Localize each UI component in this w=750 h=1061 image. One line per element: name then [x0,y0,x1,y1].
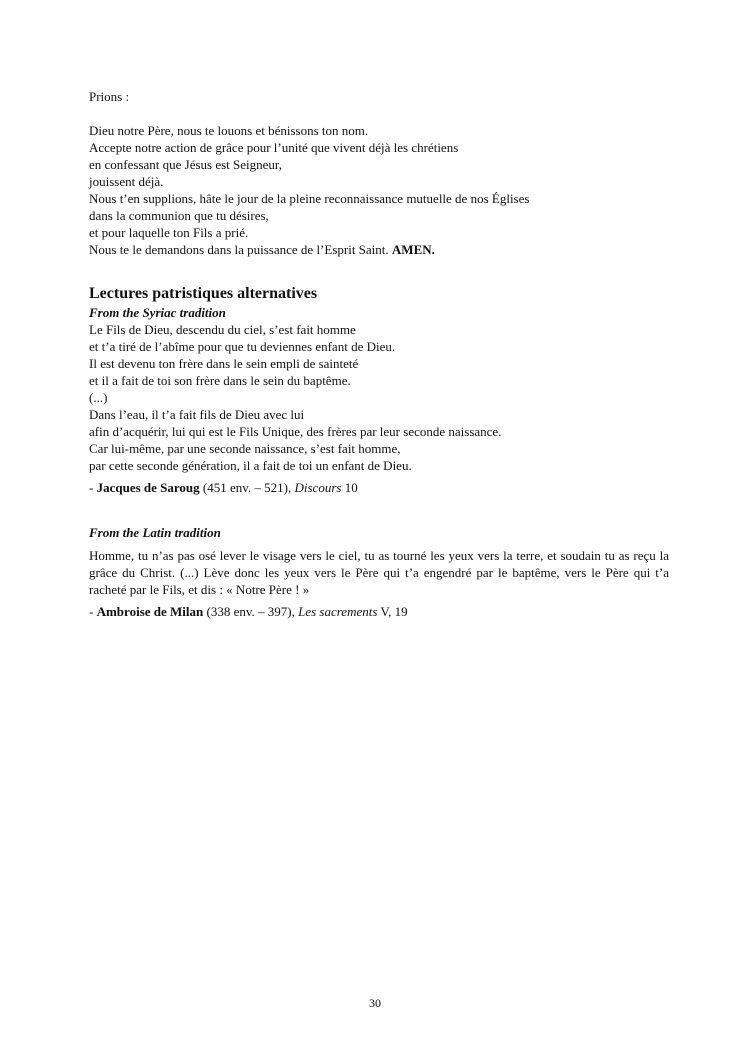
section-heading: Lectures patristiques alternatives [89,285,318,302]
attribution-author: Jacques de Saroug [96,480,200,495]
attribution-dash: - [89,480,97,495]
prayer-intro: Prions : [89,89,130,104]
attribution-dates: (451 env. – 521), [199,480,295,495]
prayer-line: Dieu notre Père, nous te louons et bénissons ton nom. [89,123,369,138]
syriac-line: (...) [89,390,108,405]
syriac-line: Car lui-même, par une seconde naissance, s’est fait homme, [89,441,401,456]
syriac-line: Le Fils de Dieu, descendu du ciel, s’est fait homme [89,322,356,337]
prayer-line: Accepte notre action de grâce pour l’unité que vivent déjà les chrétiens [89,140,459,155]
prayer-line: en confessant que Jésus est Seigneur, [89,157,282,172]
prayer-last-text: Nous te le demandons dans la puissance de l’Esprit Saint. [89,242,389,257]
latin-text: Homme, tu n’as pas osé lever le visage vers le ciel, tu as tourné les yeux vers la terre, et soudain tu as reçu la grâce du Christ. (...) Lève donc les yeux vers le Père qui t’a engendré par le baptême, vers le Père qui t’a racheté par le Fils, et dis : « Notre Père ! » [89,548,669,597]
attribution-work: Discours [294,480,342,495]
attribution-dates: (338 env. – 397), [203,604,299,619]
attribution-dash: - [89,604,97,619]
syriac-line: Il est devenu ton frère dans le sein empli de sainteté [89,356,359,371]
attribution-ref: 10 [341,480,358,495]
syriac-line: Dans l’eau, il t’a fait fils de Dieu avec lui [89,407,305,422]
syriac-reading [89,304,669,496]
prayer-line: Nous t’en supplions, hâte le jour de la pleine reconnaissance mutuelle de nos Églises [89,191,530,206]
prayer-line: jouissent déjà. [89,174,164,189]
latin-reading [89,524,669,620]
prayer-line: dans la communion que tu désires, [89,208,269,223]
attribution-ref: V, 19 [377,604,408,619]
latin-attribution [89,603,669,620]
syriac-attribution [89,479,669,496]
attribution-work: Les sacrements [298,604,378,619]
document-page [89,88,669,620]
latin-title: From the Latin tradition [89,525,221,540]
prayer-block [89,88,669,258]
page-number: 30 [369,996,381,1010]
syriac-line: et il a fait de toi son frère dans le sein du baptême. [89,373,351,388]
syriac-line: et t’a tiré de l’abîme pour que tu deviennes enfant de Dieu. [89,339,396,354]
syriac-line: afin d’acquérir, lui qui est le Fils Unique, des frères par leur seconde naissance. [89,424,502,439]
syriac-line: par cette seconde génération, il a fait de toi un enfant de Dieu. [89,458,412,473]
prayer-line: et pour laquelle ton Fils a prié. [89,225,249,240]
syriac-title: From the Syriac tradition [89,305,226,320]
prayer-amen: AMEN. [391,242,435,257]
prayer-last-line [89,241,669,258]
attribution-author: Ambroise de Milan [96,604,204,619]
